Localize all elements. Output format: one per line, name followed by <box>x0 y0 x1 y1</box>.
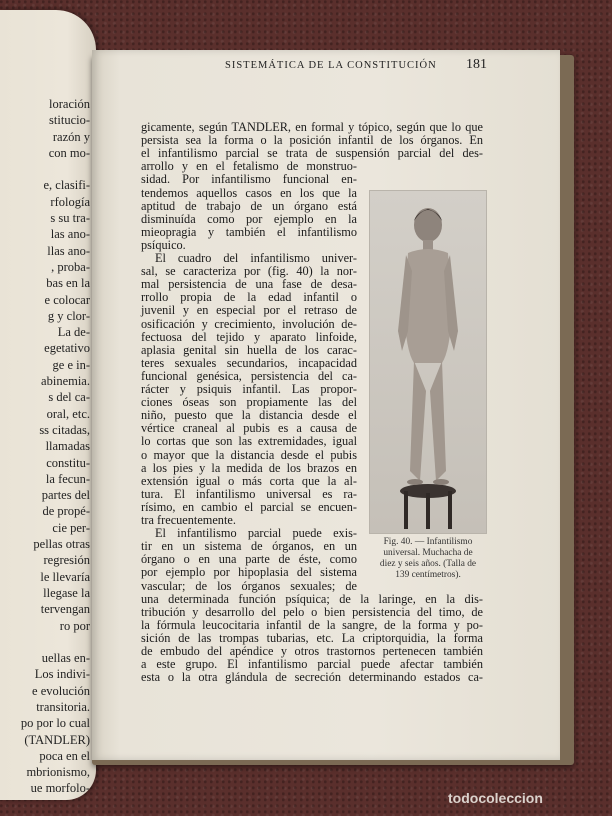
body-text-line: fectuosa del tejido y aparato linfoide, <box>141 329 357 344</box>
body-text-line: tura. El infantilismo universal es ra- <box>141 486 357 501</box>
body-text-line: aptitud de trabajo de un órgano está <box>141 198 357 213</box>
body-text-line: tribución y desarrollo del pelo o bien persistencia del timo, de <box>141 604 483 619</box>
left-page-line: abinemia. <box>41 374 90 389</box>
left-page-line: pellas otras <box>33 537 90 552</box>
left-page <box>0 10 96 800</box>
body-text-line: gicamente, según TANDLER, en formal y tópico, según que lo que <box>141 120 483 134</box>
left-page-line: loración <box>49 97 90 111</box>
body-text-line: niño, puesto que la distancia desde el <box>141 408 357 423</box>
left-page-line: regresión <box>43 553 90 568</box>
figure-caption <box>367 537 489 581</box>
left-page-line: s del ca- <box>48 390 90 405</box>
left-page-line: las ano- <box>50 227 90 242</box>
left-page-line: g y clor- <box>47 308 90 323</box>
body-text-line: psíquico. <box>141 237 186 252</box>
left-page-line <box>4 634 90 650</box>
left-page-line: ue morfolo- <box>30 781 90 796</box>
body-text-line: esta o la otra glándula de secreción determinando estados ca- <box>141 670 483 685</box>
standing-girl-photo <box>370 191 486 533</box>
left-page-line: tervengan <box>40 602 90 617</box>
left-page-line: poca en el <box>39 748 90 763</box>
body-text-line: persista sea la forma o la posición infantil de los órganos. En <box>141 133 483 148</box>
left-page-line: transitoria. <box>36 699 90 714</box>
figure-caption-line: universal. Muchacha de <box>383 548 473 558</box>
left-page-line: mbrionismo, <box>26 765 90 780</box>
body-text-line: El cuadro del infantilismo univer- <box>155 251 357 265</box>
left-page-line: le llevaría <box>40 569 90 584</box>
body-text-line: rísimo, en cambio el parcial se encuen- <box>141 499 357 514</box>
body-text-line: sidad. Por infantilismo funcional en- <box>141 172 357 187</box>
left-page-line: stitucio- <box>49 113 90 128</box>
left-page-line: cie per- <box>52 520 90 535</box>
body-text-line: arrollo y en el fetalismo de monstruo- <box>141 159 357 174</box>
body-text-line: la fórmula leucocitaria infantil de la sangre, de la forma y po- <box>141 617 483 632</box>
body-text-line: ciones óseas son propiamente las del <box>141 395 357 410</box>
body-text-line: o mayor que la distancia desde el pubis <box>141 447 357 462</box>
body-text-line: tir en un sistema de órganos, en un <box>141 539 357 554</box>
running-head-title: SISTEMÁTICA DE LA CONSTITUCIÓN <box>225 60 437 71</box>
body-text-line: vascular; de los órganos sexuales; de <box>141 578 357 593</box>
left-page-line: llegase la <box>43 585 90 600</box>
left-page-line: razón y <box>52 129 90 144</box>
watermark-logo: todocoleccion <box>448 790 543 806</box>
figure-caption-line: 139 centímetros). <box>395 570 461 580</box>
left-page-line: po por lo cual <box>20 716 90 731</box>
left-page-line: rfología <box>50 194 90 209</box>
left-page-line: de propé- <box>42 504 90 519</box>
body-text-line: mieopragia y también el infantilismo <box>141 224 357 239</box>
left-page-line: La de- <box>57 325 90 340</box>
body-text-line: una determinada función psíquica; de la laringe, en la dis- <box>141 591 483 606</box>
body-text-line: órgano o en una parte de éste, como <box>141 552 357 567</box>
body-text-line: extensión igual o más corta que la al- <box>141 473 357 488</box>
body-text-line: tendemos aquellos casos en los que la <box>141 185 357 200</box>
body-text-line: tra frecuentemente. <box>141 513 236 527</box>
figure-caption-line: diez y seis años. (Talla de <box>379 559 477 569</box>
body-text-line: mal persistencia de una fase de desa- <box>141 277 357 292</box>
left-page-line: e, clasifi- <box>43 178 90 193</box>
body-text-line: vértice craneal al pubis es a causa de <box>141 421 357 436</box>
left-page-line: la fecun- <box>45 471 90 486</box>
body-text-line: funcional genésica, persistencia del ca- <box>141 368 357 383</box>
left-page-text <box>4 96 94 797</box>
left-page-line: bas en la <box>46 276 90 291</box>
left-page-line: ro por <box>59 618 90 633</box>
left-page-line: ge e in- <box>52 357 90 372</box>
body-text-line: El infantilismo parcial puede exis- <box>155 526 357 541</box>
body-text-line: sición de las trompas tubarias, etc. La criptorquidia, la forma <box>141 630 483 645</box>
left-page-line: (TANDLER) <box>24 732 90 747</box>
body-text-line: aplasia genital sin huella de los carac- <box>141 342 357 357</box>
body-text-line: disminuída como por ejemplo en la <box>141 211 357 226</box>
left-page-line: oral, etc. <box>46 406 90 421</box>
left-page-line: , proba- <box>51 259 90 274</box>
page-number: 181 <box>466 57 487 72</box>
body-text-line: a los pies y la medida de los brazos en <box>141 460 357 475</box>
body-text-line: de embudo del apéndice y otros trastornos pertenecen también <box>141 644 483 658</box>
left-page-line: e evolución <box>32 683 90 698</box>
body-text-line: por ejemplo por hipoplasia del sistema <box>141 565 357 580</box>
figure-photo <box>369 190 487 534</box>
left-page-line <box>4 161 90 177</box>
left-page-line: partes del <box>41 488 90 503</box>
body-text-line: rácter y psiquis infantil. Las propor- <box>141 382 357 396</box>
left-page-line: con mo- <box>48 145 90 160</box>
body-text-line: sal, se caracteriza por (fig. 40) la nor- <box>141 264 357 279</box>
left-page-line: uellas en- <box>41 651 90 666</box>
body-text-line: juvenil y en especial por el retraso de <box>141 303 357 318</box>
body-text-line: el infantilismo parcial se trata de suspensión parcial del des- <box>141 146 483 161</box>
body-text-line: osificación y crecimiento, involución de- <box>141 316 357 331</box>
body-text-line: rrollo propia de la edad infantil o <box>141 290 357 305</box>
left-page-line: e colocar <box>44 292 90 307</box>
left-page-line: s su tra- <box>50 211 90 226</box>
left-page-line: llamadas <box>45 439 90 454</box>
body-text-line: a este grupo. El infantilismo parcial puede afectar también <box>141 657 483 672</box>
left-page-line: egetativo <box>44 341 90 356</box>
left-page-line: ss citadas, <box>39 422 90 437</box>
left-page-line: llas ano- <box>47 243 90 258</box>
left-page-line: constitu- <box>46 455 90 470</box>
figure-caption-line: Fig. 40. — Infantilismo <box>383 537 473 547</box>
body-text-line: teres sexuales secundarios, incapacidad <box>141 355 357 370</box>
body-text-line: lo cortas que son las extremidades, igual <box>141 434 357 449</box>
left-page-line: Los indivi- <box>34 667 90 682</box>
